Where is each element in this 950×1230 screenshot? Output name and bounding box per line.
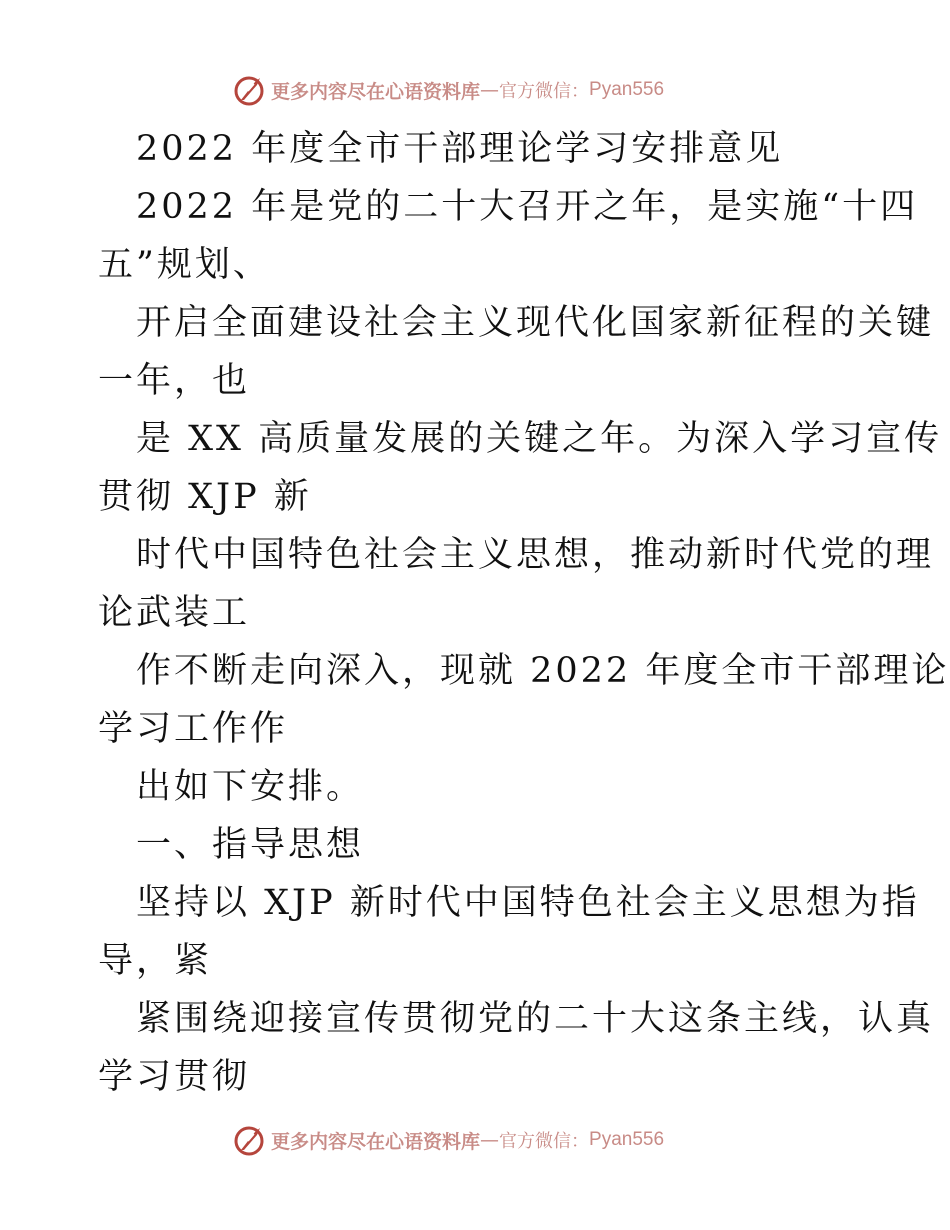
- paragraph-line: 论武装工: [98, 593, 251, 633]
- watermark-title: 更多内容尽在心语资料库: [271, 80, 481, 103]
- document-title: 2022 年度全市干部理论学习安排意见: [136, 129, 784, 169]
- quill-pen-circle-icon: [233, 73, 267, 107]
- paragraph-line: 一年，也: [98, 361, 251, 401]
- paragraph-line: 贯彻 XJP 新: [98, 477, 312, 517]
- paragraph-line: 开启全面建设社会主义现代化国家新征程的关键: [136, 303, 935, 343]
- paragraph-line: 是 XX 高质量发展的关键之年。为深入学习宣传: [136, 419, 943, 459]
- paragraph-line: 坚持以 XJP 新时代中国特色社会主义思想为指: [136, 883, 920, 923]
- footer-watermark: [233, 1123, 664, 1157]
- document-body: [98, 120, 950, 1106]
- paragraph-line: 紧围绕迎接宣传贯彻党的二十大这条主线，认真: [136, 999, 935, 1039]
- paragraph-line: 五”规划、: [98, 245, 271, 285]
- watermark-wechat-id: Pyan556: [589, 79, 665, 100]
- watermark-wechat-id: Pyan556: [589, 1129, 665, 1150]
- paragraph-line: 学习工作作: [98, 709, 289, 749]
- watermark-dash: —: [480, 1129, 500, 1151]
- header-watermark: [233, 73, 664, 107]
- paragraph-line: 导，紧: [98, 941, 213, 981]
- paragraph-line: 时代中国特色社会主义思想，推动新时代党的理: [136, 535, 935, 575]
- paragraph-line: 学习贯彻: [98, 1057, 251, 1097]
- section-heading: 一、指导思想: [136, 825, 365, 865]
- watermark-dash: —: [480, 79, 500, 101]
- paragraph-line: 作不断走向深入，现就 2022 年度全市干部理论: [136, 651, 950, 691]
- paragraph-line: 出如下安排。: [136, 767, 365, 807]
- watermark-wechat-label: 官方微信：: [499, 1131, 590, 1152]
- watermark-title: 更多内容尽在心语资料库: [271, 1130, 481, 1153]
- quill-pen-circle-icon: [233, 1123, 267, 1157]
- watermark-wechat-label: 官方微信：: [499, 81, 590, 102]
- paragraph-line: 2022 年是党的二十大召开之年，是实施“十四: [136, 187, 919, 227]
